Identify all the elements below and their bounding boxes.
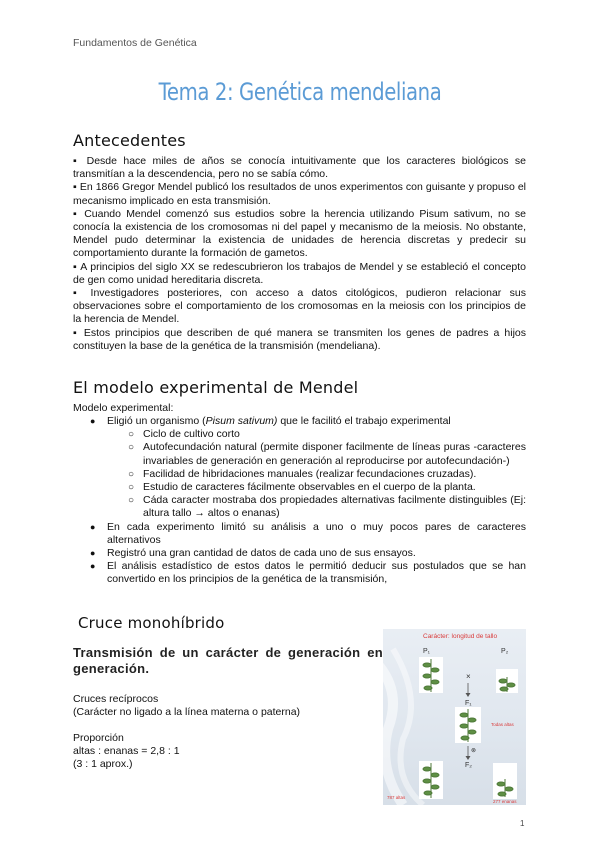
paragraph: ▪ En 1866 Gregor Mendel publicó los resultados de unos experimentos con guisante y propuso el mecanismo implicado en esta transmisión.: [73, 181, 526, 207]
sub-list-item: ○ Facilidad de hibridaciones manuales (realizar fecundaciones cruzadas).: [128, 467, 477, 480]
section-heading-antecedentes: Antecedentes: [73, 131, 186, 150]
p1-label: P₁: [423, 648, 431, 655]
list-item: ● El análisis estadístico de estos datos le permitió deducir sus postulados que se han convertido en los principios de la genética de la transmisión,: [90, 560, 526, 586]
section-heading-modelo: El modelo experimental de Mendel: [73, 378, 359, 397]
sub-list-item: ○ Ciclo de cultivo corto: [128, 428, 240, 441]
page-title: Tema 2: Genética mendeliana: [158, 78, 442, 106]
antecedentes-body: [73, 155, 526, 353]
circle-bullet-icon: ○: [128, 429, 135, 441]
cross-symbol: ×: [466, 672, 471, 681]
p2-label: P₂: [501, 648, 509, 655]
bullet-icon: ●: [90, 521, 96, 532]
arrow-head-icon: [466, 693, 471, 697]
f2-count-short: 277 enanas: [493, 799, 517, 804]
paragraph: ▪ Desde hace miles de años se conocía intuitivamente que los caracteres biológicos se transmitían a la descendencia, pero no se sabía cómo.: [73, 155, 526, 181]
reciprocos-title: Cruces recíprocos: [73, 693, 159, 705]
proporcion-title: Proporción: [73, 732, 124, 744]
header-note: Fundamentos de Genética: [73, 37, 197, 49]
f2-label: F₂: [465, 762, 472, 769]
bullet-icon: ●: [90, 561, 96, 572]
sub-list-item: ○ Estudio de caracteres fácilmente observables en el cuerpo de la planta.: [128, 481, 476, 494]
page-number: 1: [520, 819, 525, 828]
list-item: ● En cada experimento limitó su análisis a uno o muy pocos pares de caracteres alternativos: [90, 520, 526, 546]
paragraph: ▪ Investigadores posteriores, con acceso a datos citológicos, pudieron relacionar sus observaciones sobre el comportamiento de los cromosomas en la meiosis con los principios de la herencia de Mendel.: [73, 287, 526, 326]
figure-title: Carácter: longitud de tallo: [423, 633, 498, 640]
paragraph: ▪ A principios del siglo XX se redescubrieron los trabajos de Mendel y se estableció el concepto de gen como unidad hereditaria discreta.: [73, 260, 526, 286]
circle-bullet-icon: ○: [128, 468, 135, 480]
cruce-subheading: Transmisión de un carácter de generación en generación.: [73, 645, 383, 676]
cross-diagram: [383, 629, 526, 805]
list-item: ● Eligió un organismo (Pisum sativum) que le facilitó el trabajo experimental: [90, 415, 451, 427]
proporcion-approx: (3 : 1 aprox.): [73, 758, 133, 770]
monohybrid-cross-figure: [383, 629, 526, 805]
circle-bullet-icon: ○: [128, 442, 135, 454]
circle-bullet-icon: ○: [128, 482, 135, 494]
f1-note: Todas altas: [491, 722, 514, 727]
paragraph: ▪ Estos principios que describen de qué manera se transmiten los genes de padres a hijos constituyen la base de la genética de la transmisión (mendeliana).: [73, 326, 526, 352]
list-item: ● Registró una gran cantidad de datos de cada uno de sus ensayos.: [90, 547, 416, 560]
arrow-head-icon: [466, 756, 471, 760]
self-cross-symbol: ⊗: [471, 748, 477, 754]
circle-bullet-icon: ○: [128, 495, 135, 507]
f1-label: F₁: [465, 700, 472, 707]
f2-count-tall: 787 altas: [387, 795, 406, 800]
modelo-list: [73, 415, 526, 587]
modelo-intro: Modelo experimental:: [73, 402, 174, 414]
proporcion-value: altas : enanas = 2,8 : 1: [73, 745, 180, 757]
paragraph: ▪ Cuando Mendel comenzó sus estudios sobre la herencia utilizando Pisum sativum, no se conocía la existencia de los cromosomas ni del papel y mecanismo de la meiosis. No obstante, Mendel pudo determinar la existencia de unidades de herencia discretas y predecir su comportamiento durante la formación de gametos.: [73, 207, 526, 260]
bullet-icon: ●: [90, 416, 96, 426]
sub-list-item: ○ Cáda caracter mostraba dos propiedades alternativas facilmente distinguibles (Ej: altura tallo → altos o enanas): [128, 494, 526, 520]
species-name: Pisum sativum): [205, 415, 278, 427]
reciprocos-note: (Carácter no ligado a la línea materna o paterna): [73, 706, 301, 718]
sub-list-item: ○ Autofecundación natural (permite disponer facilmente de líneas puras -caracteres invariables de generación en generación al reproducirse por autofecundación-): [128, 441, 526, 467]
section-heading-cruce: Cruce monohíbrido: [78, 614, 225, 632]
bullet-icon: ●: [90, 548, 96, 559]
